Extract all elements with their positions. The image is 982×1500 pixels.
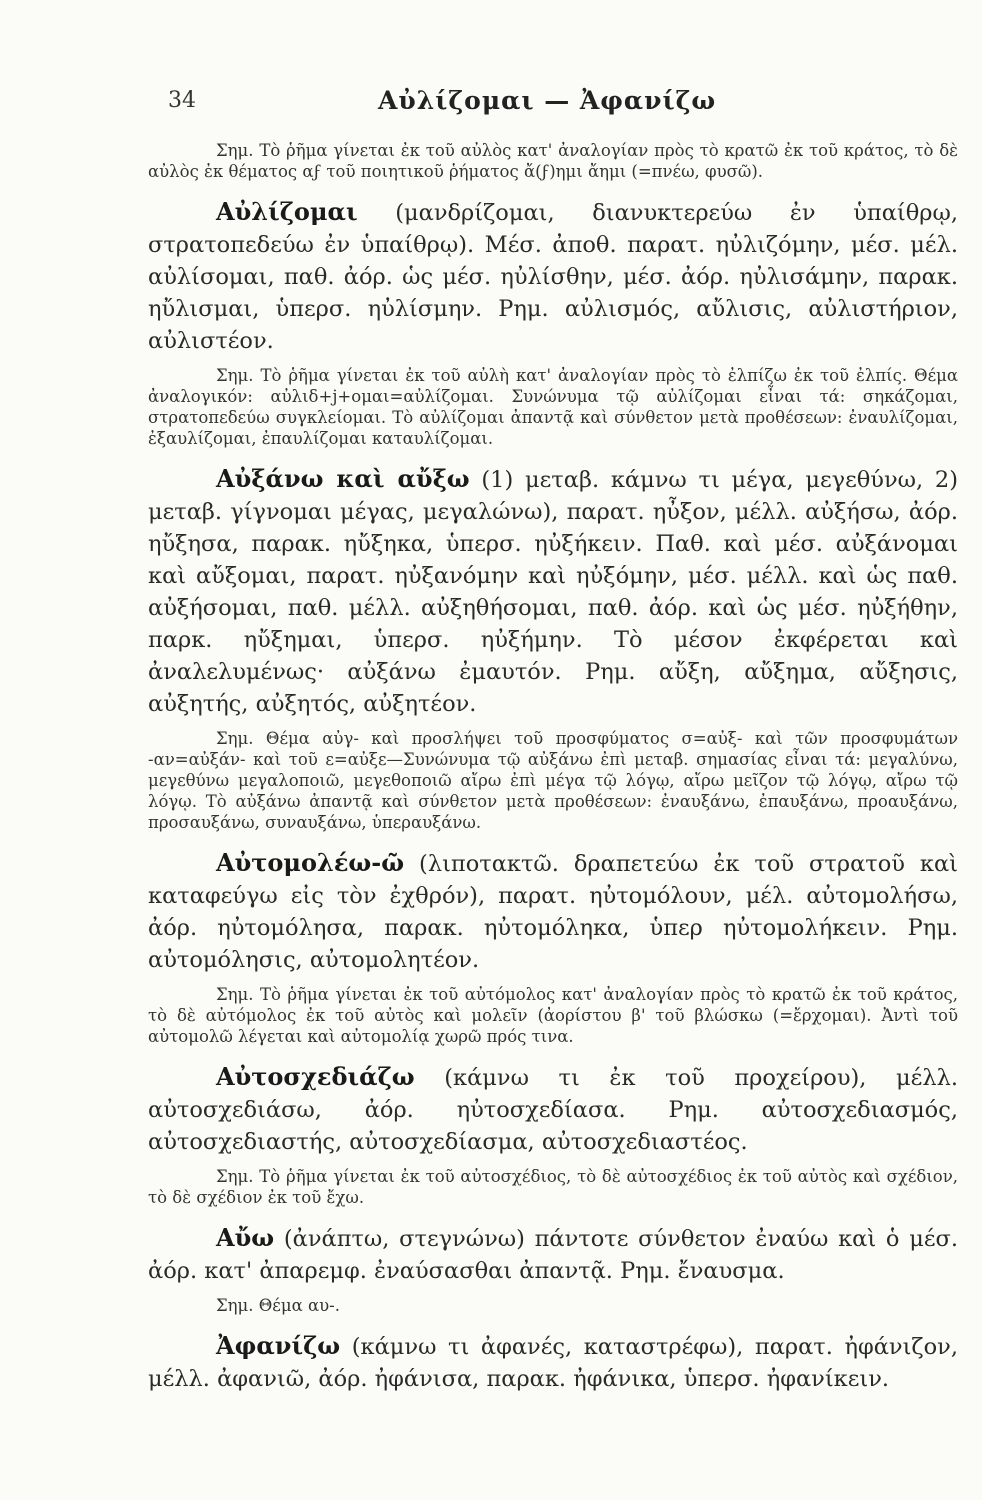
note-paragraph: Σημ. Θέμα αὐγ- καὶ προσλήψει τοῦ προσφύματος σ=αὐξ- καὶ τῶν προσφυμάτων -αν=αὐξάν- καὶ τοῦ ε=αὐξε—Συνώνυμα τῷ αὐξάνω ἐπὶ μεταβ. σημασίας εἶναι τά: μεγαλύνω, μεγεθύνω μεγαλοποιῶ, μεγεθοποιῶ αἴρω ἐπὶ μέγα τῷ λόγῳ, αἴρω μεῖζον τῷ λόγῳ, αἴρω τῷ λόγῳ. Τὸ αὐξάνω ἀπαντᾷ καὶ σύνθετον μετὰ προθέσεων: ἐναυξάνω, ἐπαυξάνω, προαυξάνω, προσαυξάνω, συναυξάνω, ὑπεραυξάνω. [148,729,958,832]
entry-paragraph: Ἀφανίζω (κάμνω τι ἀφανές, καταστρέφω), παρατ. ἠφάνιζον, μέλλ. ἀφανιῶ, ἀόρ. ἠφάνισα, παρακ. ἠφάνικα, ὑπερσ. ἠφανίκειν. [148,1331,958,1392]
entry-headword: Αὔω [216,1223,275,1252]
note-paragraph: Σημ. Τὸ ῥῆμα γίνεται ἐκ τοῦ αὐλὸς κατ' ἀναλογίαν πρὸς τὸ κρατῶ ἐκ τοῦ κράτος, τὸ δὲ αὐλὸς ἐκ θέματος αϝ τοῦ ποιητικοῦ ῥήματος ἄ(ϝ)ημι ἄημι (=πνέω, φυσῶ). [148,141,958,181]
note-paragraph: Σημ. Τὸ ῥῆμα γίνεται ἐκ τοῦ αὐλὴ κατ' ἀναλογίαν πρὸς τὸ ἐλπίζω ἐκ τοῦ ἐλπίς. Θέμα ἀναλογικόν: αὐλιδ+j+ομαι=αὐλίζομαι. Συνώνυμα τῷ αὐλίζομαι εἶναι τά: σηκάζομαι, στρατοπεδεύω συγκλείομαι. Τὸ αὐλίζομαι ἀπαντᾷ καὶ σύνθετον μετὰ προθέσεων: ἐναυλίζομαι, ἐξαυλίζομαι, ἐπαυλίζομαι καταυλίζομαι. [148,366,958,448]
page-number: 34 [168,88,196,113]
entry-headword: Αὐτομολέω-ῶ [216,848,405,877]
page-body [148,140,958,1403]
entry-headword: Ἀφανίζω [216,1331,341,1360]
entry-paragraph: Αὐλίζομαι (μανδρίζομαι, διανυκτερεύω ἐν ὑπαίθρῳ, στρατοπεδεύω ἐν ὑπαίθρῳ). Μέσ. ἀποθ. παρατ. ηὐλιζόμην, μέσ. μέλ. αὐλίσομαι, παθ. ἀόρ. ὡς μέσ. ηὐλίσθην, μέσ. ἀόρ. ηὐλισάμην, παρακ. ηὔλισμαι, ὑπερσ. ηὐλίσμην. Ρημ. αὐλισμός, αὔλισις, αὐλιστήριον, αὐλιστέον. [148,197,958,354]
entry-headword: Αὐξάνω καὶ αὔξω [216,464,470,493]
note-paragraph: Σημ. Τὸ ῥῆμα γίνεται ἐκ τοῦ αὐτόμολος κατ' ἀναλογίαν πρὸς τὸ κρατῶ ἐκ τοῦ κράτος, τὸ δὲ αὐτόμολος ἐκ τοῦ αὐτὸς καὶ μολεῖν (ἀορίστου β' τοῦ βλώσκω (=ἔρχομαι). Ἀντὶ τοῦ αὐτομολῶ λέγεται καὶ αὐτομολίᾳ χωρῶ πρός τινα. [148,985,958,1046]
running-head: Αὐλίζομαι — Ἀφανίζω [378,86,717,115]
page-header [168,88,948,118]
entry-paragraph: Αὐτοσχεδιάζω (κάμνω τι ἐκ τοῦ προχείρου), μέλλ. αὐτοσχεδιάσω, ἀόρ. ηὐτοσχεδίασα. Ρημ. αὐτοσχεδιασμός, αὐτοσχεδιαστής, αὐτοσχεδίασμα, αὐτοσχεδιαστέος. [148,1062,958,1155]
entry-headword: Αὐτοσχεδιάζω [216,1062,415,1091]
note-paragraph: Σημ. Τὸ ῥῆμα γίνεται ἐκ τοῦ αὐτοσχέδιος, τὸ δὲ αὐτοσχέδιος ἐκ τοῦ αὐτὸς καὶ σχέδιον, τὸ δὲ σχέδιον ἐκ τοῦ ἔχω. [148,1167,958,1207]
entry-paragraph: Αὔω (ἀνάπτω, στεγνώνω) πάντοτε σύνθετον ἐναύω καὶ ὁ μέσ. ἀόρ. κατ' ἀπαρεμφ. ἐναύσασθαι ἀπαντᾷ. Ρημ. ἔναυσμα. [148,1223,958,1284]
entry-paragraph: Αὐξάνω καὶ αὔξω (1) μεταβ. κάμνω τι μέγα, μεγεθύνω, 2) μεταβ. γίγνομαι μέγας, μεγαλώνω), παρατ. ηὖξον, μέλλ. αὐξήσω, ἀόρ. ηὔξησα, παρακ. ηὔξηκα, ὑπερσ. ηὐξήκειν. Παθ. καὶ μέσ. αὐξάνομαι καὶ αὔξομαι, παρατ. ηὐξανόμην καὶ ηὐξόμην, μέσ. μέλλ. καὶ ὡς παθ. αὐξήσομαι, παθ. μέλλ. αὐξηθήσομαι, παθ. ἀόρ. καὶ ὡς μέσ. ηὐξήθην, παρκ. ηὔξημαι, ὑπερσ. ηὐξήμην. Τὸ μέσον ἐκφέρεται καὶ ἀναλελυμένως· αὐξάνω ἐμαυτόν. Ρημ. αὔξη, αὔξημα, αὔξησις, αὐξητής, αὐξητός, αὐξητέον. [148,464,958,717]
entry-headword: Αὐλίζομαι [216,197,358,226]
note-paragraph: Σημ. Θέμα αυ-. [216,1296,340,1315]
entry-paragraph: Αὐτομολέω-ῶ (λιποτακτῶ. δραπετεύω ἐκ τοῦ στρατοῦ καὶ καταφεύγω εἰς τὸν ἐχθρόν), παρατ. ηὐτομόλουν, μέλ. αὐτομολήσω, ἀόρ. ηὐτομόλησα, παρακ. ηὐτομόληκα, ὑπερ ηὐτομολήκειν. Ρημ. αὐτομόλησις, αὐτομολητέον. [148,848,958,973]
